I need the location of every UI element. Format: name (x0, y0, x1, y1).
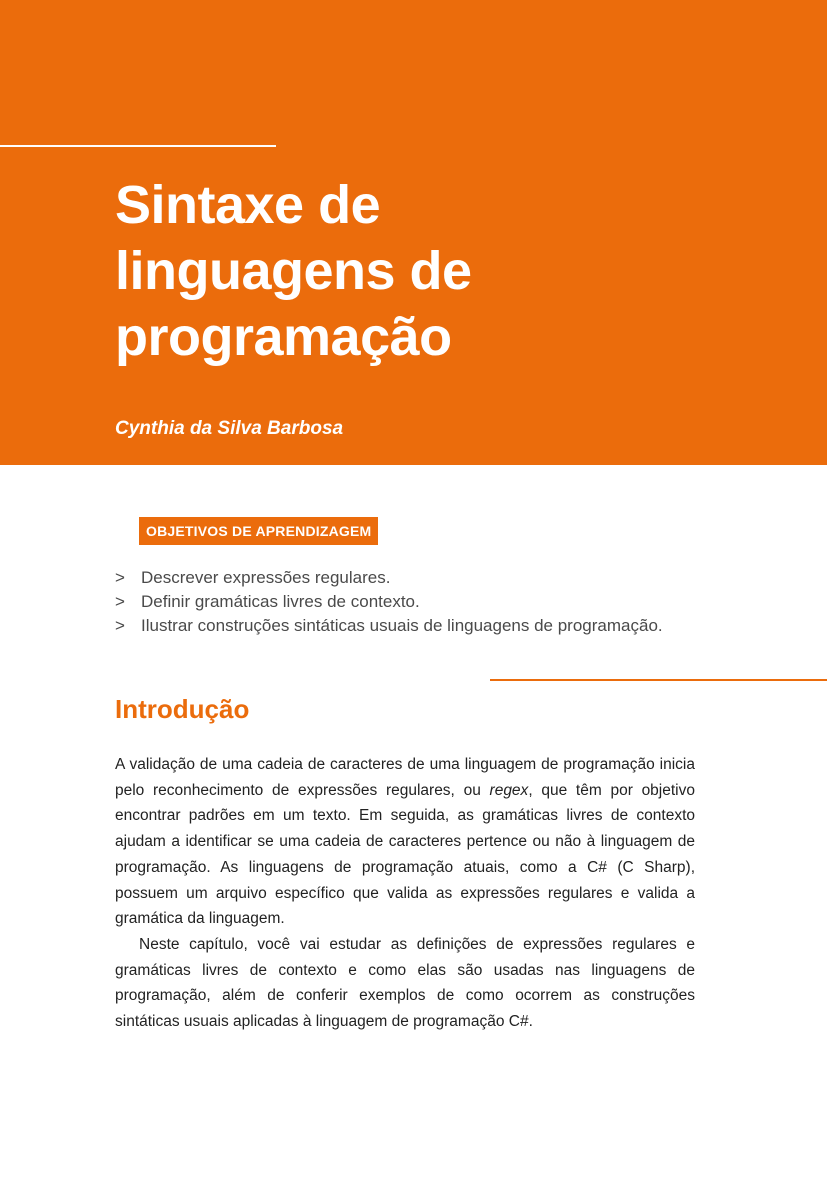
title-line-3: programação (115, 307, 452, 367)
section-rule (490, 679, 827, 681)
objective-text: Ilustrar construções sintáticas usuais de linguagens de programação. (141, 616, 663, 635)
title-line-1: Sintaxe de (115, 175, 381, 235)
objectives-heading: OBJETIVOS DE APRENDIZAGEM (139, 517, 378, 545)
title-line-2: linguagens de (115, 241, 472, 301)
objectives-list (115, 566, 663, 638)
objective-item (115, 590, 663, 614)
chevron-right-icon: > (115, 616, 125, 635)
chevron-right-icon: > (115, 568, 125, 587)
chapter-header (0, 0, 827, 465)
objective-text: Definir gramáticas livres de contexto. (141, 592, 420, 611)
paragraph-2: Neste capítulo, você vai estudar as definições de expressões regulares e gramáticas livres de contexto e como elas são usadas nas linguagens de programação, além de conferir exemplos de como ocorrem as construções sintáticas usuais aplicadas à linguagem de programação C#. (115, 935, 695, 1031)
chapter-title (115, 172, 715, 370)
regex-term: regex (489, 781, 529, 799)
header-rule (0, 145, 276, 147)
objective-text: Descrever expressões regulares. (141, 568, 391, 587)
section-title: Introdução (115, 694, 250, 724)
paragraph-1 (115, 752, 695, 932)
objective-item (115, 566, 663, 590)
author-name: Cynthia da Silva Barbosa (115, 418, 344, 439)
paragraph-1-end: , que têm por objetivo encontrar padrões em um texto. Em seguida, as gramáticas livres de contexto ajudam a identificar se uma cadeia de caracteres pertence ou não à linguagem de programação. As linguagens de programação atuais, como a C# (C Sharp), possuem um arquivo específico que valida as expressões regulares e valida a gramática da linguagem. (115, 781, 695, 928)
objective-item (115, 614, 663, 638)
chevron-right-icon: > (115, 592, 125, 611)
section-body (115, 752, 695, 1035)
paragraph-1-start: A validação de uma cadeia de caracteres de uma linguagem de programação inicia pelo reconhecimento de expressões regulares, ou (115, 756, 695, 799)
